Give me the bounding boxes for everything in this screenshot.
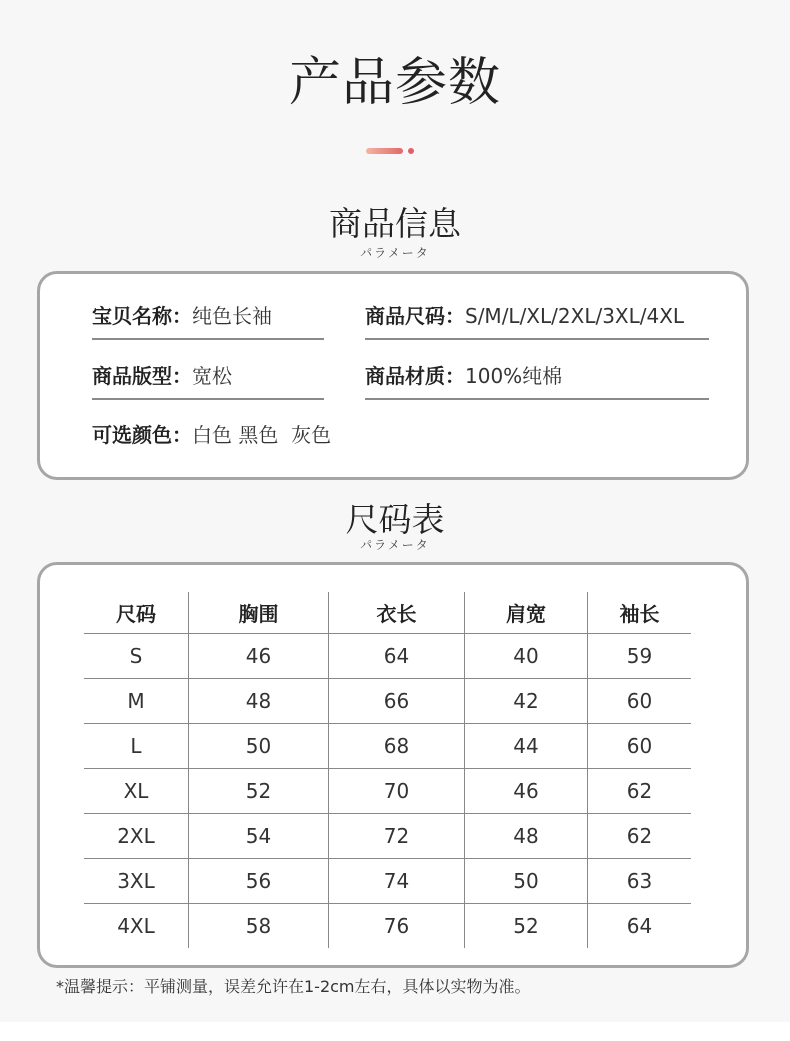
table-cell: 59 (588, 634, 692, 679)
table-cell: 64 (329, 634, 465, 679)
info-item-fit (92, 362, 232, 390)
table-cell: 50 (465, 859, 588, 904)
info-underline (365, 338, 709, 340)
column-header-length: 衣长 (329, 592, 465, 634)
table-cell: 64 (626, 914, 653, 938)
table-cell: 46 (465, 769, 588, 814)
info-underline (92, 338, 324, 340)
table-cell: S (84, 634, 189, 679)
info-label: 宝贝名称： (92, 304, 192, 328)
table-cell: 66 (329, 679, 465, 724)
info-label: 商品版型： (92, 364, 192, 388)
info-value: 100%纯棉 (465, 364, 563, 388)
info-label: 商品材质： (365, 364, 465, 388)
footer-note: *温馨提示：平铺测量，误差允许在1-2cm左右，具体以实物为准。 (56, 977, 531, 996)
size-table (84, 592, 691, 948)
table-cell: 50 (189, 724, 329, 769)
page-title: 产品参数 (288, 53, 501, 113)
info-underline (365, 398, 709, 400)
table-cell: 63 (588, 859, 692, 904)
column-header-sleeve: 袖长 (588, 592, 692, 634)
info-value: S/M/L/XL/2XL/3XL/4XL (465, 304, 685, 328)
table-cell: 46 (189, 634, 329, 679)
table-cell: 48 (465, 814, 588, 859)
table-cell: 72 (329, 814, 465, 859)
table-cell: 4XL (84, 904, 189, 949)
table-cell: 60 (588, 724, 692, 769)
table-row (84, 904, 691, 949)
table-cell: 42 (465, 679, 588, 724)
table-row (84, 634, 691, 679)
product-info-subtitle: パラメータ (360, 246, 430, 260)
table-cell: 70 (329, 769, 465, 814)
table-cell: 3XL (84, 859, 189, 904)
table-cell: 60 (588, 679, 692, 724)
info-item-colors (92, 421, 331, 449)
table-row (84, 769, 691, 814)
table-cell: L (84, 724, 189, 769)
info-item-name (92, 302, 272, 330)
info-item-size (365, 302, 684, 330)
table-cell: 52 (189, 769, 329, 814)
table-cell: 74 (329, 859, 465, 904)
size-chart-subtitle: パラメータ (360, 538, 430, 552)
column-header-size: 尺码 (84, 592, 189, 634)
table-cell: 76 (329, 904, 465, 949)
table-cell: 58 (189, 904, 329, 949)
size-chart-title: 尺码表 (345, 500, 445, 539)
table-cell: 52 (465, 904, 588, 949)
table-cell: 54 (189, 814, 329, 859)
table-cell: 48 (189, 679, 329, 724)
info-item-material (365, 362, 562, 390)
table-cell: XL (84, 769, 189, 814)
info-value: 白色 黑色 灰色 (192, 423, 332, 447)
table-cell: 40 (465, 634, 588, 679)
title-accent-bar (366, 148, 403, 154)
column-header-shoulder: 肩宽 (465, 592, 588, 634)
table-row (84, 679, 691, 724)
info-value: 宽松 (192, 364, 232, 388)
table-cell: 2XL (84, 814, 189, 859)
table-cell: 62 (588, 769, 692, 814)
table-header-row (84, 592, 691, 634)
info-label: 可选颜色： (92, 423, 192, 447)
info-label: 商品尺码： (365, 304, 465, 328)
table-cell: M (84, 679, 189, 724)
table-cell: 68 (329, 724, 465, 769)
table-row (84, 859, 691, 904)
info-underline (92, 398, 324, 400)
table-row (84, 724, 691, 769)
table-cell: 44 (465, 724, 588, 769)
title-accent-dot (408, 148, 414, 154)
info-value: 纯色长袖 (192, 304, 272, 328)
column-header-chest: 胸围 (189, 592, 329, 634)
table-cell: 62 (588, 814, 692, 859)
table-row (84, 814, 691, 859)
product-info-title: 商品信息 (329, 204, 461, 243)
table-cell: 56 (189, 859, 329, 904)
